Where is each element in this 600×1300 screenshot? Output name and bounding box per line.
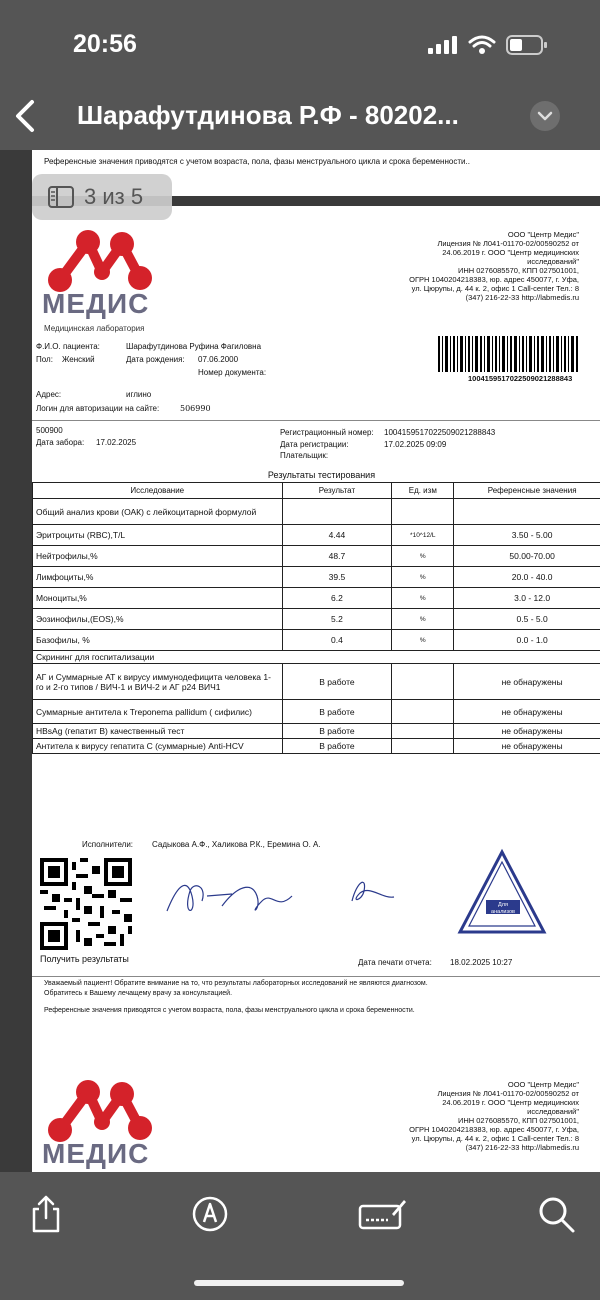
svg-text:Для: Для xyxy=(498,902,508,908)
test-unit: % xyxy=(392,630,454,651)
test-name: Эритроциты (RBC),T/L xyxy=(33,525,283,546)
table-row xyxy=(33,499,600,525)
brand-name: МЕДИС xyxy=(42,288,150,319)
test-reference: 3.0 - 12.0 xyxy=(454,588,600,609)
brand-subtitle: Медицинская лаборатория xyxy=(44,324,145,333)
patient-notice: Уважаемый пациент! Обратите внимание на то, что результаты лабораторных исследований не являются диагнозом. xyxy=(44,980,428,987)
sample-date-label: Дата забора: xyxy=(36,438,85,447)
test-unit: % xyxy=(392,546,454,567)
company-info xyxy=(359,1080,579,1152)
table-row xyxy=(33,739,600,754)
test-result: 4.44 xyxy=(282,525,392,546)
executors-label: Исполнители: xyxy=(82,840,134,849)
section-row xyxy=(33,651,600,664)
qr-code-icon[interactable] xyxy=(40,858,132,950)
company-line: исследований" xyxy=(527,1107,579,1116)
registration-number: 1004159517022509021288843 xyxy=(384,428,496,437)
test-name: Эозинофилы,(EOS),% xyxy=(33,609,283,630)
patient-notice: Обратитесь к Вашему лечащему врачу за консультацией. xyxy=(44,990,233,997)
home-indicator[interactable] xyxy=(194,1280,404,1286)
table-header-row xyxy=(33,483,600,499)
chevron-down-icon xyxy=(537,111,553,121)
document-number-label: Номер документа: xyxy=(198,368,267,377)
test-result: 0.4 xyxy=(282,630,392,651)
stamp-icon xyxy=(456,848,548,938)
company-line: (347) 216-22-33 http://labmedis.ru xyxy=(465,293,579,302)
table-row xyxy=(33,664,600,700)
results-table xyxy=(32,482,600,754)
dob-value: 07.06.2000 xyxy=(198,355,239,364)
table-row xyxy=(33,525,600,546)
test-reference: не обнаружены xyxy=(454,664,600,700)
qr-label: Получить результаты xyxy=(40,954,129,964)
company-line: 24.06.2019 г. ООО "Центр медицинских xyxy=(442,248,579,257)
table-row xyxy=(33,567,600,588)
wifi-icon xyxy=(468,35,496,55)
address-value: иглино xyxy=(126,390,152,399)
test-unit xyxy=(392,664,454,700)
column-header: Исследование xyxy=(33,483,283,499)
next-page xyxy=(32,1056,600,1172)
sample-date: 17.02.2025 xyxy=(96,438,137,447)
previous-page-note: Референсные значения приводятся с учетом возраста, пола, фазы менструального цикла и срока беременности.. xyxy=(44,157,470,166)
test-reference: не обнаружены xyxy=(454,739,600,754)
executors: Садыкова А.Ф., Халикова Р.К., Еремина О. А. xyxy=(152,840,321,849)
share-icon[interactable] xyxy=(26,1194,66,1234)
reference-note: Референсные значения приводятся с учетом возраста, пола, фазы менструального цикла и срока беременности. xyxy=(44,1007,415,1014)
registration-date-label: Дата регистрации: xyxy=(280,440,349,449)
status-icons xyxy=(428,34,548,56)
company-line: Лицензия № Л041-01170-02/00590252 от xyxy=(437,239,579,248)
company-line: ул. Цюрупы, д. 44 к. 2, офис 1 Call-center Тел.: 8 xyxy=(411,284,579,293)
pdf-viewer[interactable] xyxy=(0,150,600,1172)
company-line: ул. Цюрупы, д. 44 к. 2, офис 1 Call-center Тел.: 8 xyxy=(411,1134,579,1143)
document-title[interactable]: Шарафутдинова Р.Ф - 80202... xyxy=(77,100,459,130)
status-bar xyxy=(0,0,600,88)
test-name: Антитела к вирусу гепатита С (суммарные) Anti-HCV xyxy=(33,739,283,754)
column-header: Референсные значения xyxy=(454,483,600,499)
test-unit: % xyxy=(392,588,454,609)
company-line: ИНН 0276085570, КПП 027501001, xyxy=(457,1116,579,1125)
test-unit xyxy=(392,724,454,739)
status-time: 20:56 xyxy=(73,30,137,58)
search-icon[interactable] xyxy=(536,1194,576,1234)
order-id: 500900 xyxy=(36,426,63,435)
cellular-signal-icon xyxy=(428,35,458,55)
battery-icon xyxy=(506,34,548,56)
patient-name-label: Ф.И.О. пациента: xyxy=(36,342,100,351)
column-header: Результат xyxy=(282,483,392,499)
column-header: Ед. изм xyxy=(392,483,454,499)
table-row xyxy=(33,609,600,630)
test-unit: % xyxy=(392,609,454,630)
test-reference: не обнаружены xyxy=(454,724,600,739)
current-page xyxy=(32,206,600,1172)
barcode-icon xyxy=(438,336,578,372)
signature-tool-icon[interactable] xyxy=(358,1194,406,1234)
divider xyxy=(32,420,600,421)
table-row xyxy=(33,724,600,739)
company-line: 24.06.2019 г. ООО "Центр медицинских xyxy=(442,1098,579,1107)
test-name: Моноциты,% xyxy=(33,588,283,609)
address-label: Адрес: xyxy=(36,390,62,399)
bottom-toolbar xyxy=(0,1172,600,1300)
results-title: Результаты тестирования xyxy=(267,470,376,480)
test-unit: % xyxy=(392,567,454,588)
company-line: ИНН 0276085570, КПП 027501001, xyxy=(457,266,579,275)
company-line: ООО "Центр Медис" xyxy=(507,1080,579,1089)
company-info xyxy=(359,230,579,302)
login-value: 506990 xyxy=(180,404,211,413)
signature-icon xyxy=(162,866,302,926)
company-line: ОГРН 1040204218383, юр. адрес 450077, г. Уфа, xyxy=(409,275,579,284)
registration-number-label: Регистрационный номер: xyxy=(280,428,374,437)
sex-value: Женский xyxy=(62,355,95,364)
test-result: 5.2 xyxy=(282,609,392,630)
test-unit xyxy=(392,739,454,754)
section-title: Скрининг для госпитализации xyxy=(33,651,600,664)
sex-label: Пол: xyxy=(36,355,53,364)
test-reference: 3.50 - 5.00 xyxy=(454,525,600,546)
table-row xyxy=(33,546,600,567)
table-row xyxy=(33,700,600,724)
brand-name: МЕДИС xyxy=(42,1138,150,1169)
test-reference: не обнаружены xyxy=(454,700,600,724)
page-counter[interactable] xyxy=(32,174,172,220)
login-label: Логин для авторизации на сайте: xyxy=(36,404,160,413)
markup-pen-icon[interactable] xyxy=(190,1194,230,1234)
patient-name: Шарафутдинова Руфина Фагиловна xyxy=(126,342,262,351)
test-name: HBsAg (гепатит В) качественный тест xyxy=(33,724,283,739)
back-chevron-icon[interactable] xyxy=(8,94,44,138)
print-date: 18.02.2025 10:27 xyxy=(450,958,513,967)
payer-label: Плательщик: xyxy=(280,451,329,460)
page-counter-label: 3 из 5 xyxy=(84,184,144,209)
test-reference: 0.5 - 5.0 xyxy=(454,609,600,630)
test-result: 6.2 xyxy=(282,588,392,609)
registration-date: 17.02.2025 09:09 xyxy=(384,440,447,449)
test-result: В работе xyxy=(282,724,392,739)
test-name: Лимфоциты,% xyxy=(33,567,283,588)
barcode-number: 1004159517022509021288843 xyxy=(468,374,573,383)
test-reference: 50.00-70.00 xyxy=(454,546,600,567)
company-line: ОГРН 1040204218383, юр. адрес 450077, г. Уфа, xyxy=(409,1125,579,1134)
sidebar-thumbnails-icon xyxy=(48,186,74,208)
test-reference: 0.0 - 1.0 xyxy=(454,630,600,651)
group-title: Общий анализ крови (ОАК) с лейкоцитарной формулой xyxy=(33,499,283,525)
signature-icon xyxy=(342,871,402,911)
divider xyxy=(32,976,600,977)
svg-text:анализов: анализов xyxy=(491,909,515,915)
test-reference: 20.0 - 40.0 xyxy=(454,567,600,588)
test-result: 48.7 xyxy=(282,546,392,567)
test-result: В работе xyxy=(282,739,392,754)
test-result: 39.5 xyxy=(282,567,392,588)
company-line: Лицензия № Л041-01170-02/00590252 от xyxy=(437,1089,579,1098)
dob-label: Дата рождения: xyxy=(126,355,185,364)
company-line: (347) 216-22-33 http://labmedis.ru xyxy=(465,1143,579,1152)
test-unit: *10^12/L xyxy=(392,525,454,546)
company-line: исследований" xyxy=(527,257,579,266)
test-name: Суммарные антитела к Treponema pallidum ( сифилис) xyxy=(33,700,283,724)
test-name: Базофилы, % xyxy=(33,630,283,651)
test-result: В работе xyxy=(282,664,392,700)
company-line: ООО "Центр Медис" xyxy=(507,230,579,239)
test-name: АГ и Суммарные АТ к вирусу иммунодефицита человека 1-го и 2-го типов / ВИЧ-1 и ВИЧ-2 и АГ р24 ВИЧ1 xyxy=(33,664,283,700)
title-menu-button[interactable] xyxy=(530,101,560,131)
table-row xyxy=(33,588,600,609)
test-result: В работе xyxy=(282,700,392,724)
print-date-label: Дата печати отчета: xyxy=(358,958,432,967)
table-row xyxy=(33,630,600,651)
nav-bar xyxy=(0,88,600,150)
test-unit xyxy=(392,700,454,724)
test-name: Нейтрофилы,% xyxy=(33,546,283,567)
